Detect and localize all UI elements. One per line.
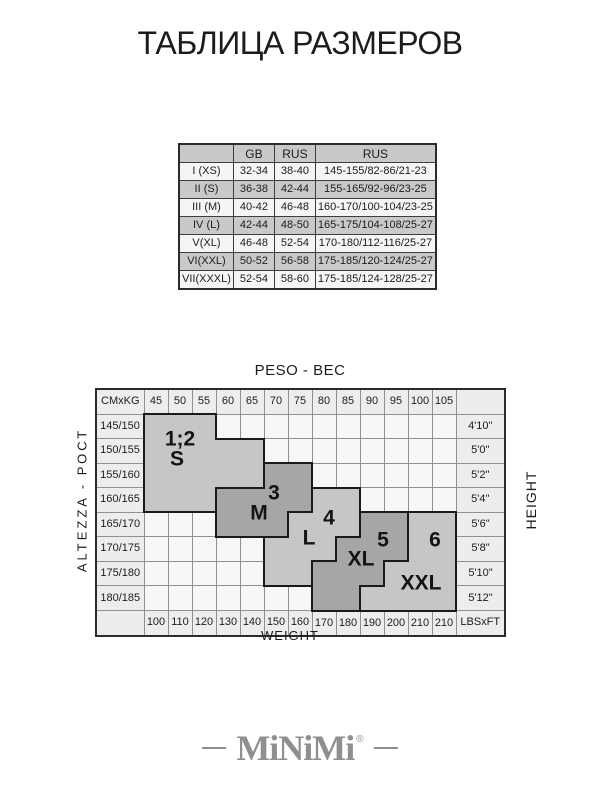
grid-cell-zone (312, 586, 336, 611)
grid-cell-zone (432, 512, 456, 537)
size-value-cell: 58-60 (274, 271, 315, 290)
page-title: ТАБЛИЦА РАЗМЕРОВ (137, 25, 463, 61)
grid-cell-zone (408, 512, 432, 537)
grid-cell-empty (264, 414, 288, 439)
grid-weight-kg-header: 75 (288, 389, 312, 414)
grid-cell-empty (216, 586, 240, 611)
grid-row (96, 586, 505, 611)
size-value-cell: 170-180/112-116/25-27 (315, 235, 435, 253)
size-value-cell: 42-44 (233, 217, 274, 235)
grid-height-cm-label: 180/185 (96, 586, 144, 611)
grid-cell-zone (240, 488, 264, 513)
grid-weight-lbs-footer: 110 (168, 611, 192, 636)
zone-label-6: 6 (429, 528, 441, 552)
grid-cell-zone (288, 537, 312, 562)
grid-cell-empty (384, 463, 408, 488)
brand-logo-text: MiNiMi (236, 728, 355, 768)
grid-cell-empty (432, 414, 456, 439)
grid-cell-zone (432, 561, 456, 586)
grid-weight-lbs-footer: 120 (192, 611, 216, 636)
grid-cell-zone (360, 586, 384, 611)
size-table-row (179, 163, 436, 181)
grid-height-cm-label: 150/155 (96, 439, 144, 464)
grid-row (96, 512, 505, 537)
grid-cell-empty (384, 488, 408, 513)
grid-weight-lbs-footer: 170 (312, 611, 336, 636)
grid-cell-empty (336, 414, 360, 439)
size-value-cell: 145-155/82-86/21-23 (315, 163, 435, 181)
grid-cell-empty (264, 439, 288, 464)
grid-cell-empty (408, 463, 432, 488)
brand-logo (0, 730, 600, 766)
grid-cell-zone (336, 586, 360, 611)
grid-cell-zone (264, 463, 288, 488)
grid-cell-empty (384, 439, 408, 464)
grid-cell-zone (168, 414, 192, 439)
grid-cell-zone (408, 586, 432, 611)
grid-height-cm-label: 175/180 (96, 561, 144, 586)
grid-weight-kg-header: 60 (216, 389, 240, 414)
grid-cell-empty (312, 439, 336, 464)
grid-cell-zone (192, 439, 216, 464)
size-table-corner (179, 144, 233, 163)
size-label-cell: VI(XXL) (179, 253, 233, 271)
size-value-cell: 42-44 (274, 181, 315, 199)
grid-corner-cmxkg: CMxKG (96, 389, 144, 414)
zone-label-xl: XL (347, 547, 375, 571)
size-value-cell: 32-34 (233, 163, 274, 181)
size-value-cell: 40-42 (233, 199, 274, 217)
grid-cell-zone (384, 586, 408, 611)
zone-label-5: 5 (377, 528, 389, 552)
grid-cell-empty (408, 439, 432, 464)
grid-cell-empty (312, 414, 336, 439)
size-value-cell: 36-38 (233, 181, 274, 199)
grid-weight-lbs-footer: 200 (384, 611, 408, 636)
grid-height-ft-label: 5'12" (456, 586, 505, 611)
grid-cell-empty (192, 537, 216, 562)
grid-weight-kg-header: 70 (264, 389, 288, 414)
grid-cell-zone (240, 512, 264, 537)
size-table-row (179, 235, 436, 253)
grid-cell-zone (168, 439, 192, 464)
grid-cell-empty (360, 414, 384, 439)
grid-weight-kg-header: 90 (360, 389, 384, 414)
size-value-cell: 56-58 (274, 253, 315, 271)
weight-axis-title-bottom: WEIGHT (261, 628, 319, 643)
grid-cell-empty (432, 439, 456, 464)
size-table-body (179, 144, 436, 289)
grid-cell-zone (192, 414, 216, 439)
zone-label-m: M (250, 501, 268, 525)
grid-weight-kg-header: 65 (240, 389, 264, 414)
height-weight-grid-body (96, 389, 505, 636)
grid-cell-zone (312, 512, 336, 537)
grid-cell-zone (192, 463, 216, 488)
grid-height-cm-label: 160/165 (96, 488, 144, 513)
size-label-cell: II (S) (179, 181, 233, 199)
grid-row (96, 561, 505, 586)
grid-cell-zone (312, 488, 336, 513)
grid-cell-zone (264, 488, 288, 513)
grid-height-ft-label: 5'10" (456, 561, 505, 586)
size-value-cell: 48-50 (274, 217, 315, 235)
grid-weight-lbs-footer: 130 (216, 611, 240, 636)
size-label-cell: IV (L) (179, 217, 233, 235)
grid-weight-lbs-footer: 160 (288, 611, 312, 636)
size-table-row (179, 217, 436, 235)
size-value-cell: 38-40 (274, 163, 315, 181)
grid-corner-lbsft: LBSxFT (456, 611, 505, 636)
grid-height-cm-label: 155/160 (96, 463, 144, 488)
size-table-row (179, 181, 436, 199)
grid-height-ft-label: 5'4" (456, 488, 505, 513)
grid-cell-zone (216, 463, 240, 488)
grid-cell-empty (144, 586, 168, 611)
grid-cell-empty (432, 488, 456, 513)
grid-row (96, 414, 505, 439)
grid-cell-empty (408, 488, 432, 513)
size-table-header: RUS (274, 144, 315, 163)
size-value-cell: 46-48 (274, 199, 315, 217)
zone-label-l: L (302, 526, 316, 550)
registered-mark: ® (356, 734, 364, 745)
grid-cell-empty (264, 586, 288, 611)
grid-cell-empty (408, 414, 432, 439)
grid-row (96, 488, 505, 513)
grid-cell-empty (216, 537, 240, 562)
grid-weight-lbs-footer: 210 (432, 611, 456, 636)
grid-cell-empty (240, 537, 264, 562)
grid-weight-lbs-footer: 150 (264, 611, 288, 636)
logo-dash-left (202, 747, 226, 749)
grid-cell-empty (216, 414, 240, 439)
grid-weight-kg-header: 55 (192, 389, 216, 414)
zone-label-s: S (169, 447, 185, 471)
size-conversion-table (178, 143, 437, 290)
grid-cell-zone (312, 561, 336, 586)
grid-weight-kg-header: 105 (432, 389, 456, 414)
size-value-cell: 155-165/92-96/23-25 (315, 181, 435, 199)
grid-cell-empty (216, 561, 240, 586)
logo-dash-right (374, 747, 398, 749)
size-table-header: RUS (315, 144, 435, 163)
grid-cell-zone (240, 463, 264, 488)
grid-row (96, 439, 505, 464)
grid-cell-empty (192, 512, 216, 537)
grid-cell-zone (288, 488, 312, 513)
height-axis-title-left: ALTEZZA - РОСТ (74, 427, 90, 573)
grid-row (96, 537, 505, 562)
grid-cell-zone (192, 488, 216, 513)
grid-cell-empty (336, 463, 360, 488)
grid-cell-empty (288, 414, 312, 439)
grid-cell-zone (288, 561, 312, 586)
grid-cell-zone (408, 561, 432, 586)
size-table-header: GB (233, 144, 274, 163)
grid-cell-empty (288, 586, 312, 611)
grid-cell-empty (384, 414, 408, 439)
zone-label-12: 1;2 (164, 427, 196, 451)
grid-cell-empty (432, 463, 456, 488)
grid-cell-zone (408, 537, 432, 562)
grid-cell-zone (360, 537, 384, 562)
grid-cell-empty (168, 512, 192, 537)
grid-cell-zone (216, 512, 240, 537)
size-table-row (179, 199, 436, 217)
grid-cell-zone (264, 537, 288, 562)
grid-height-ft-label: 5'8" (456, 537, 505, 562)
grid-cell-zone (384, 512, 408, 537)
size-label-cell: V(XL) (179, 235, 233, 253)
grid-cell-empty (360, 439, 384, 464)
size-label-cell: III (M) (179, 199, 233, 217)
grid-weight-lbs-footer: 190 (360, 611, 384, 636)
grid-cell-empty (168, 561, 192, 586)
grid-cell-empty (192, 561, 216, 586)
height-axis-title-right: HEIGHT (523, 470, 539, 530)
grid-weight-lbs-footer: 180 (336, 611, 360, 636)
size-label-cell: I (XS) (179, 163, 233, 181)
grid-cell-zone (144, 439, 168, 464)
grid-height-ft-label: 4'10" (456, 414, 505, 439)
grid-weight-kg-header: 85 (336, 389, 360, 414)
grid-cell-empty (240, 561, 264, 586)
weight-axis-title-top: PESO - ВЕС (254, 362, 346, 379)
grid-cell-zone (336, 537, 360, 562)
grid-cell-zone (288, 463, 312, 488)
grid-cell-empty (144, 512, 168, 537)
grid-cell-zone (432, 537, 456, 562)
height-weight-grid (95, 388, 506, 637)
grid-cell-zone (360, 561, 384, 586)
grid-cell-zone (168, 463, 192, 488)
grid-cell-empty (288, 439, 312, 464)
grid-cell-empty (360, 463, 384, 488)
grid-cell-zone (384, 537, 408, 562)
grid-cell-empty (312, 463, 336, 488)
grid-cell-empty (144, 561, 168, 586)
grid-cell-zone (216, 439, 240, 464)
grid-height-ft-label: 5'2" (456, 463, 505, 488)
grid-height-ft-label: 5'0" (456, 439, 505, 464)
grid-cell-zone (168, 488, 192, 513)
grid-cell-zone (336, 512, 360, 537)
zone-label-4: 4 (323, 506, 335, 530)
grid-cell-zone (360, 512, 384, 537)
grid-cell-empty (336, 439, 360, 464)
grid-height-cm-label: 165/170 (96, 512, 144, 537)
grid-weight-kg-header: 100 (408, 389, 432, 414)
grid-row (96, 463, 505, 488)
grid-cell-empty (168, 537, 192, 562)
grid-weight-kg-header: 80 (312, 389, 336, 414)
size-value-cell: 52-54 (233, 271, 274, 290)
grid-cell-zone (144, 414, 168, 439)
grid-cell-zone (216, 488, 240, 513)
grid-cell-zone (144, 488, 168, 513)
grid-cell-zone (336, 488, 360, 513)
grid-weight-lbs-footer: 100 (144, 611, 168, 636)
grid-cell-empty (240, 414, 264, 439)
zone-label-3: 3 (268, 481, 280, 505)
zone-label-xxl: XXL (400, 571, 442, 595)
grid-cell-zone (264, 512, 288, 537)
grid-cell-zone (312, 537, 336, 562)
size-table-row (179, 253, 436, 271)
grid-weight-kg-header: 45 (144, 389, 168, 414)
grid-cell-zone (264, 561, 288, 586)
size-value-cell: 165-175/104-108/25-27 (315, 217, 435, 235)
grid-cell-zone (144, 463, 168, 488)
size-label-cell: VII(XXXL) (179, 271, 233, 290)
grid-height-ft-label: 5'6" (456, 512, 505, 537)
grid-height-cm-label: 145/150 (96, 414, 144, 439)
size-value-cell: 50-52 (233, 253, 274, 271)
size-table-row (179, 271, 436, 290)
grid-weight-lbs-footer: 210 (408, 611, 432, 636)
grid-cell-zone (240, 439, 264, 464)
grid-cell-empty (144, 537, 168, 562)
size-value-cell: 52-54 (274, 235, 315, 253)
grid-height-cm-label: 170/175 (96, 537, 144, 562)
size-value-cell: 160-170/100-104/23-25 (315, 199, 435, 217)
grid-cell-zone (384, 561, 408, 586)
grid-weight-kg-header: 50 (168, 389, 192, 414)
grid-cell-zone (288, 512, 312, 537)
grid-cell-empty (168, 586, 192, 611)
size-value-cell: 46-48 (233, 235, 274, 253)
grid-cell-empty (360, 488, 384, 513)
size-value-cell: 175-185/120-124/25-27 (315, 253, 435, 271)
grid-weight-kg-header: 95 (384, 389, 408, 414)
size-value-cell: 175-185/124-128/25-27 (315, 271, 435, 290)
grid-header-empty (456, 389, 505, 414)
grid-cell-empty (192, 586, 216, 611)
grid-cell-zone (432, 586, 456, 611)
grid-cell-empty (240, 586, 264, 611)
grid-cell-zone (336, 561, 360, 586)
grid-weight-lbs-footer: 140 (240, 611, 264, 636)
